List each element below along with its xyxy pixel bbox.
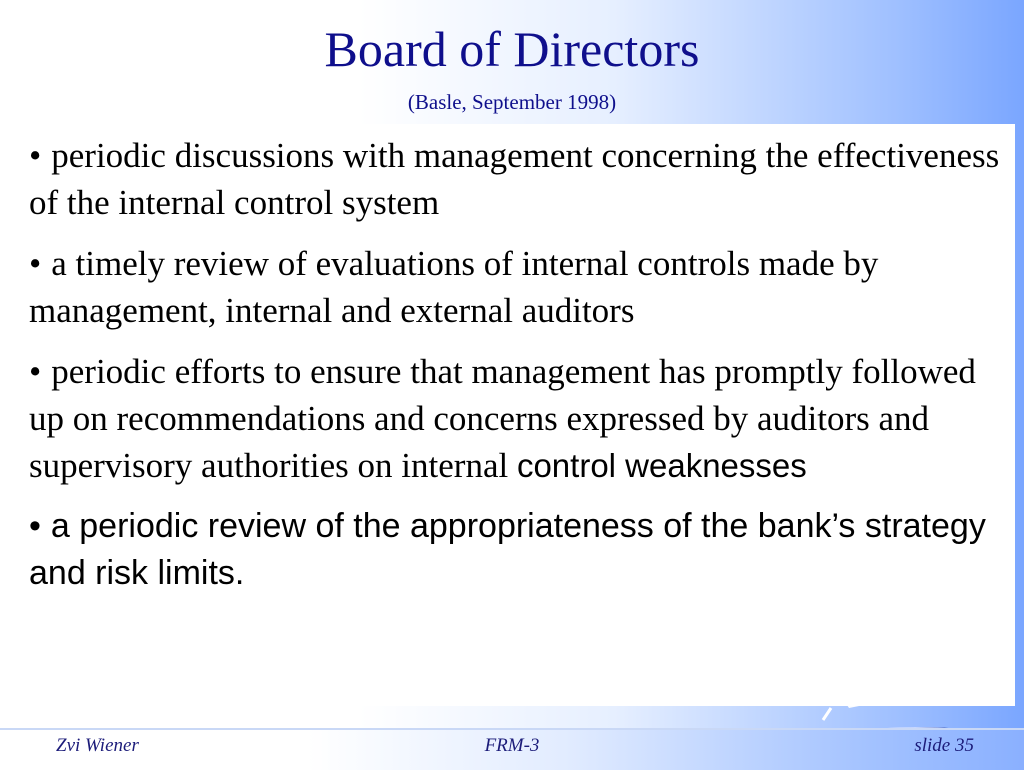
bullet-list [17,124,1015,597]
content-box [17,124,1015,706]
bullet-text: periodic efforts to ensure that management has promptly followed up on recommendations and concerns expressed by auditors and supervisory authorities on internal [29,352,976,485]
footer-author: Zvi Wiener [56,735,139,756]
bullet-item-4 [29,503,1003,597]
bullet-item-1 [29,132,1003,226]
bullet-item-2 [29,240,1003,334]
bullet-text-tail: control weaknesses [516,447,807,484]
bullet-icon: • [29,244,42,283]
bullet-icon: • [29,136,42,175]
bullet-icon: • [29,507,41,545]
footer-course: FRM-3 [484,735,540,756]
footer-slide-number: slide 35 [914,735,974,756]
slide-subtitle: (Basle, September 1998) [407,90,617,114]
slide-title: Board of Directors [324,21,700,77]
bullet-icon: • [29,352,42,391]
bullet-item-3 [29,348,1003,489]
bullet-text: a timely review of evaluations of internal controls made by management, internal and external auditors [29,244,879,330]
bullet-text: a periodic review of the appropriateness of the bank’s strategy and risk limits. [29,507,986,592]
bullet-text: periodic discussions with management concerning the effectiveness of the internal control system [29,136,1000,222]
